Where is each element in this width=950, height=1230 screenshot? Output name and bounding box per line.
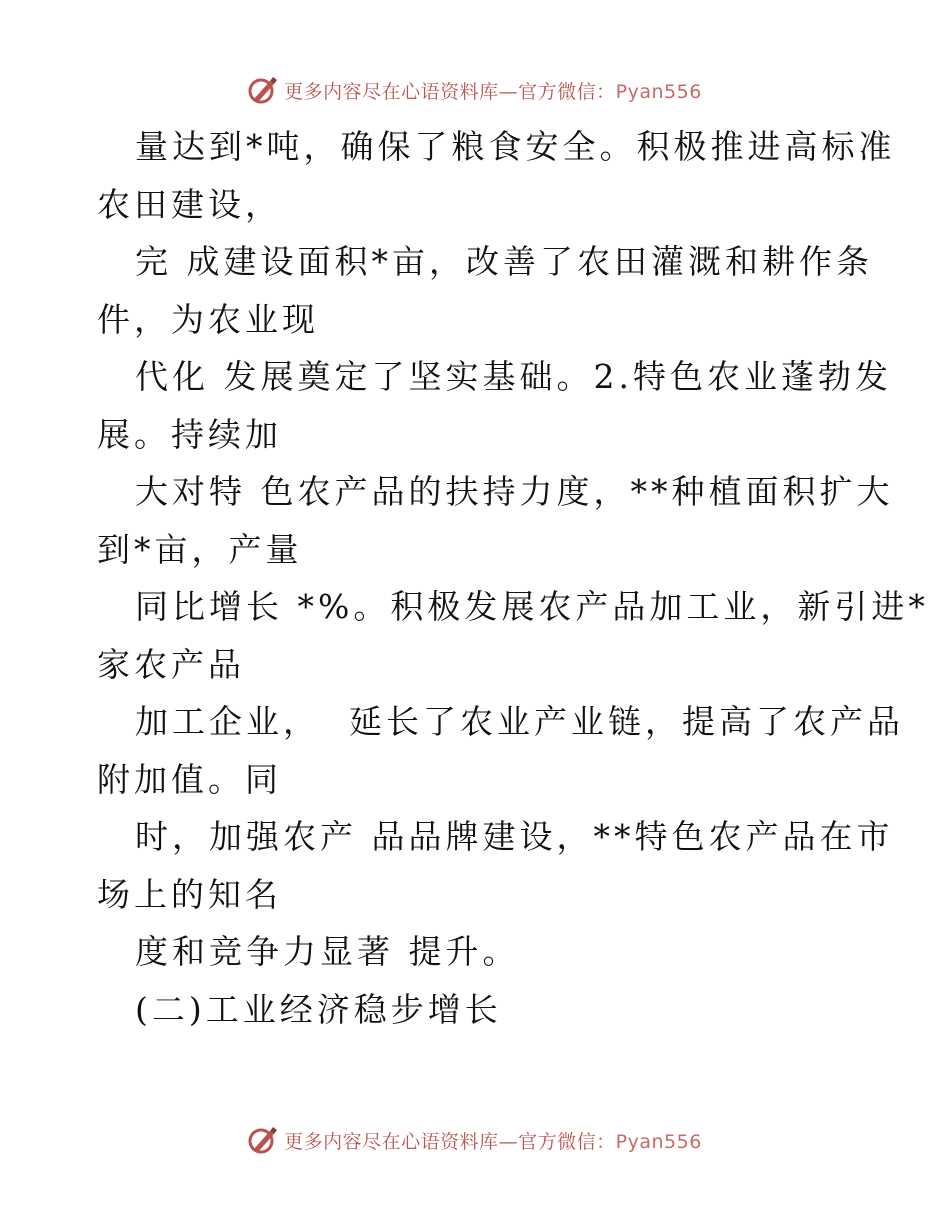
section-heading: (二)工业经济稳步增长 [135, 989, 502, 1029]
watermark-text [284, 77, 702, 104]
document-body [97, 118, 929, 1038]
text-line: 代化 发展奠定了坚实基础。2.特色农业蓬勃发 [135, 357, 892, 396]
text-line: 到*亩，产量 [97, 529, 303, 569]
text-line: 量达到*吨，确保了粮食安全。积极推进高标准 [135, 127, 896, 166]
text-line: 场上的知名 [97, 874, 282, 914]
text-line: 完 成建设面积*亩，改善了农田灌溉和耕作条 [135, 242, 873, 281]
pen-logo-icon [248, 75, 278, 105]
text-line: 展。持续加 [97, 414, 282, 454]
text-line: 大对特 色农产品的扶持力度，**种植面积扩大 [135, 472, 894, 511]
watermark-text [284, 1127, 702, 1154]
watermark-wechat-id: Pyan556 [615, 1130, 702, 1153]
text-line: 农田建设， [97, 184, 282, 224]
text-line: 时，加强农产 品品牌建设，**特色农产品在市 [135, 817, 894, 856]
text-line: 同比增长 *%。积极发展农产品加工业，新引进* [135, 587, 929, 626]
watermark-label: 更多内容尽在心语资料库—官方微信： [284, 1130, 616, 1153]
text-line: 附加值。同 [97, 759, 282, 799]
text-line: 度和竞争力显著 提升。 [135, 932, 520, 971]
pen-logo-icon [248, 1125, 278, 1155]
text-line: 家农产品 [97, 644, 245, 684]
text-line: 件，为农业现 [97, 299, 319, 339]
header-watermark [0, 70, 950, 110]
watermark-label: 更多内容尽在心语资料库—官方微信： [284, 80, 616, 103]
watermark-wechat-id: Pyan556 [615, 80, 702, 103]
footer-watermark [0, 1120, 950, 1160]
text-line: 加工企业， 延长了农业产业链，提高了农产品 [135, 702, 904, 741]
